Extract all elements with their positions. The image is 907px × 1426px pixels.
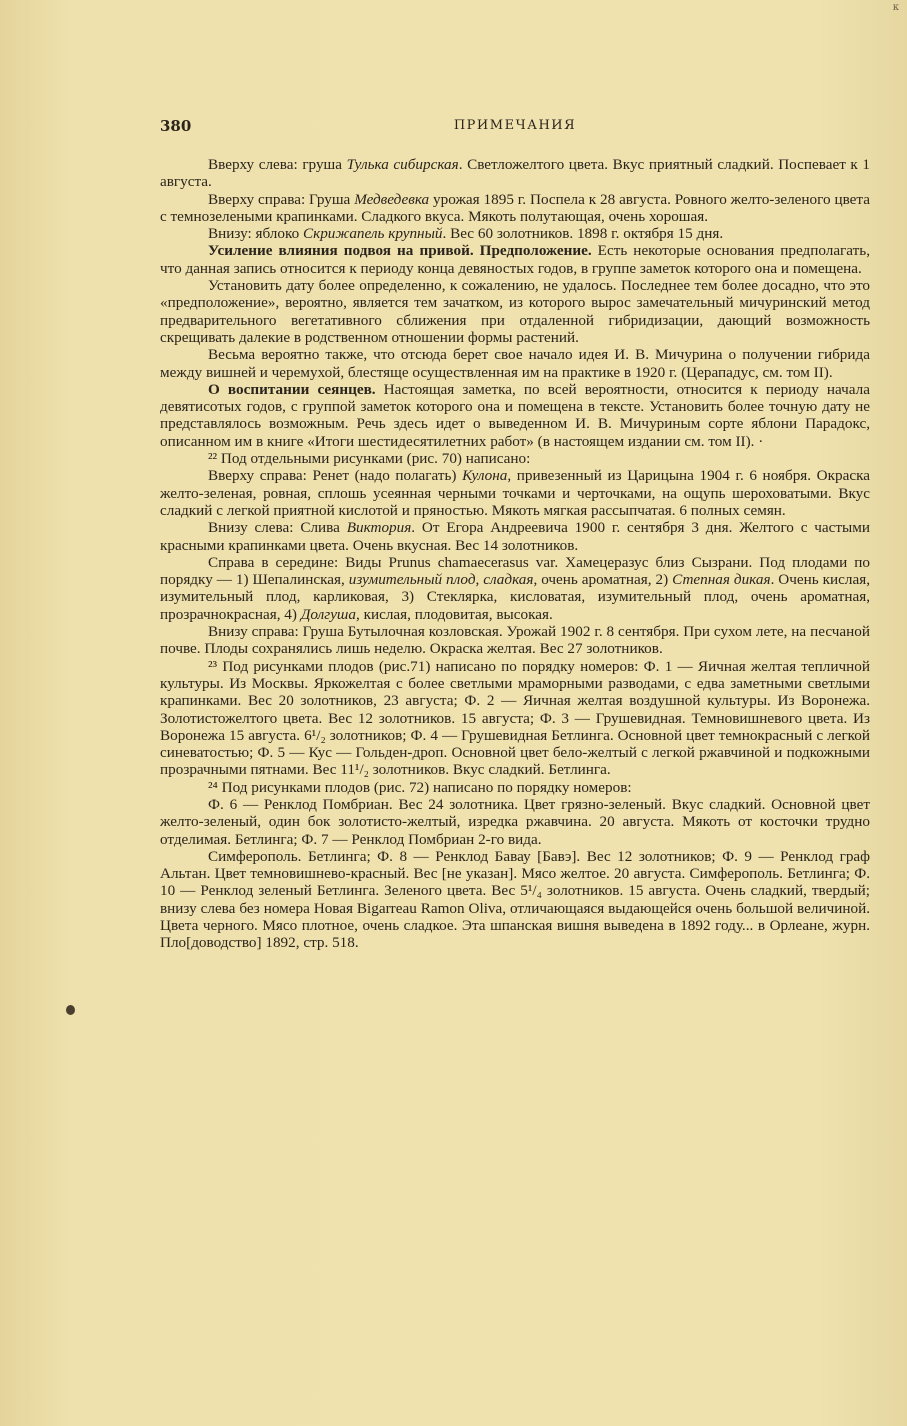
- paragraph: [160, 191, 870, 226]
- paragraph: [160, 156, 870, 191]
- paragraph: [160, 554, 870, 623]
- text-run: ²³ Под рисунками плодов (рис.71) написано по порядку номеров: Ф. 1 — Яичная желтая тепличной культуры. Из Москвы. Яркожелтая с более светлыми мраморными разводами, с едва заметными светлыми крапинками. Вес 20 золотников, 23 августа; Ф. 2 — Яичная желтая воздушной культуры. Из Воронежа. Золотистожелтого цвета. Вес 12 золотников. 15 августа; Ф. 3 — Грушевидная. Темновишневого цвета. Из Воронежа 15 августа. 6¹/₂ золотников; Ф. 4 — Грушевидная Бетлинга. Основной цвет темнокрасный с легкой синеватостью; Ф. 5 — Кус — Гольден-дроп. Основной цвет бело-желтый с легкой ржавчиной и подкожными прозрачными пятнами. Вес 11¹/₂ золотников. Вкус сладкий. Бетлинга.: [160, 657, 870, 779]
- page-number: 380: [160, 117, 192, 135]
- text-run: , привезенный из Царицына 1904 г. 6 ноября. Окраска желто-зеленая, ровная, сплошь усеянная черными точками и черточками, на ощупь шероховатыми. Вкус сладкий с легкой приятной кислотой и пряностью. Мякоть мягкая рассыпчатая. 6 полных семян.: [160, 467, 870, 519]
- paragraph: [160, 658, 870, 779]
- text-run: , кислая, плодовитая, высокая.: [356, 605, 553, 623]
- text-run: Вверху справа: Груша: [208, 190, 355, 208]
- text-run: Весьма вероятно также, что отсюда берет свое начало идея И. В. Мичурина о получении гибрида между вишней и черемухой, блестяще осуществленная им на практике в 1920 г. (Церападус, см. том II).: [160, 346, 870, 381]
- italic-term: Скрижапель крупный: [302, 225, 443, 243]
- paragraph: [160, 467, 870, 519]
- section-heading: О воспитании сеянцев.: [208, 380, 376, 398]
- text-run: урожая 1895 г. Поспела к 28 августа. Ровного желто-зеленого цвета с темнозелеными крапинками. Сладкого вкуса. Мякоть полутающая, очень хорошая.: [160, 190, 870, 225]
- paragraph: [160, 225, 870, 242]
- paragraph: [160, 623, 870, 658]
- paragraph: [160, 450, 870, 467]
- paragraph: [160, 277, 870, 346]
- text-run: Вверху слева: груша: [208, 156, 347, 173]
- page-header: [160, 117, 870, 137]
- text-run: . От Егора Андреевича 1900 г. сентября 3 дня. Желтого с частыми красными крапинками цвета. Очень вкусная. Вес 14 золотников.: [160, 519, 870, 554]
- italic-term: Степная дикая: [672, 571, 771, 589]
- text-run: Внизу слева: Слива: [208, 519, 347, 537]
- corner-mark: к: [892, 2, 899, 13]
- italic-term: Кулона: [462, 467, 508, 485]
- paragraph: [160, 796, 870, 848]
- paragraph: [160, 779, 870, 796]
- paragraph: [160, 346, 870, 381]
- italic-term: Медведевка: [354, 190, 430, 208]
- text-run: . Светложелтого цвета. Вкус приятный сладкий. Поспевает к 1 августа.: [160, 156, 870, 191]
- text-run: ²⁴ Под рисунками плодов (рис. 72) написано по порядку номеров:: [208, 778, 632, 796]
- running-head: ПРИМЕЧАНИЯ: [453, 118, 577, 133]
- section-heading: Усиление влияния подвоя на привой. Предположение.: [208, 242, 592, 260]
- italic-term: Долгуша: [300, 605, 356, 623]
- italic-term: Тулька сибирская: [346, 156, 459, 173]
- body-text: [160, 156, 870, 952]
- text-run: Симферополь. Бетлинга; Ф. 8 — Ренклод Бавау [Бавэ]. Вес 12 золотников; Ф. 9 — Ренклод граф Альтан. Цвет темновишнево-красный. Вес [не указан]. Мясо желтое. 20 августа. Симферополь. Бетлинга; Ф. 10 — Ренклод зеленый Бетлинга. Зеленого цвета. Вес 5¹/₄ золотников. 15 августа. Очень сладкий, твердый; внизу слева без номера Новая Bigarreau Ramon Oliva, отличающаяся выдающейся очень большой величиной. Цвета черного. Мясо плотное, очень сладкое. Эта шпанская вишня выведена в 1892 году... в Орлеане, журн. Пло[доводство] 1892, стр. 518.: [160, 847, 870, 952]
- text-run: . Вес 60 золотников. 1898 г. октября 15 дня.: [442, 225, 724, 243]
- ink-blot: [66, 1005, 75, 1015]
- text-run: Внизу: яблоко: [208, 225, 303, 243]
- text-run: Есть некоторые основания предполагать, что данная запись относится к периоду конца девяностых годов, в группе заметок которого она и помещена.: [160, 242, 870, 277]
- text-run: Установить дату более определенно, к сожалению, не удалось. Последнее тем более досадно, что это «предположение», вероятно, является тем зачатком, из которого вырос замечательный мичуринский метод предварительного вегетативного сближения при отдаленной гибридизации, дающий возможность скрещивать далекие в родственном отношении формы растений.: [160, 277, 870, 346]
- text-run: ²² Под отдельными рисунками (рис. 70) написано:: [208, 450, 531, 468]
- text-run: Внизу справа: Груша Бутылочная козловская. Урожай 1902 г. 8 сентября. При сухом лете, на песчаной почве. Плоды сохранялись лишь неделю. Окраска желтая. Вес 27 золотников.: [160, 623, 870, 658]
- paragraph: [160, 381, 870, 450]
- text-run: Настоящая заметка, по всей вероятности, относится к периоду начала девятисотых годов, с группой заметок которого она и помещена в тексте. Установить более точную дату не представлялось возможным. Речь здесь идет о выведенном И. В. Мичуриным сорте яблони Парадокс, описанном им в книге «Итоги шестидесятилетних работ» (в настоящем издании см. том II). ·: [160, 380, 870, 450]
- text-run: Ф. 6 — Ренклод Помбриан. Вес 24 золотника. Цвет грязно-зеленый. Вкус сладкий. Основной цвет желто-зеленый, один бок золотисто-желтый, изредка ржавчина. 20 августа. Мякоть от косточки трудно отделимая. Бетлинга; Ф. 7 — Ренклод Помбриан 2-го вида.: [160, 795, 870, 848]
- italic-term: Виктория: [346, 519, 412, 537]
- paragraph: [160, 848, 870, 952]
- paragraph: [160, 519, 870, 554]
- italic-term: изумительный плод, сладкая: [348, 571, 534, 589]
- text-run: Вверху справа: Ренет (надо полагать): [208, 467, 463, 485]
- text-run: , очень ароматная, 2): [533, 571, 673, 589]
- text-run: Справа в середине: Виды Prunus chamaecerasus var. Хамецеразус близ Сызрани. Под плодами по порядку — 1) Шепалинская,: [160, 553, 870, 589]
- text-run: . Очень кислая, изумительный плод, карликовая, 3) Стеклярка, кисловатая, изумительный плод, очень ароматная, прозрачнокрасная, 4): [160, 571, 871, 623]
- paragraph: [160, 242, 870, 277]
